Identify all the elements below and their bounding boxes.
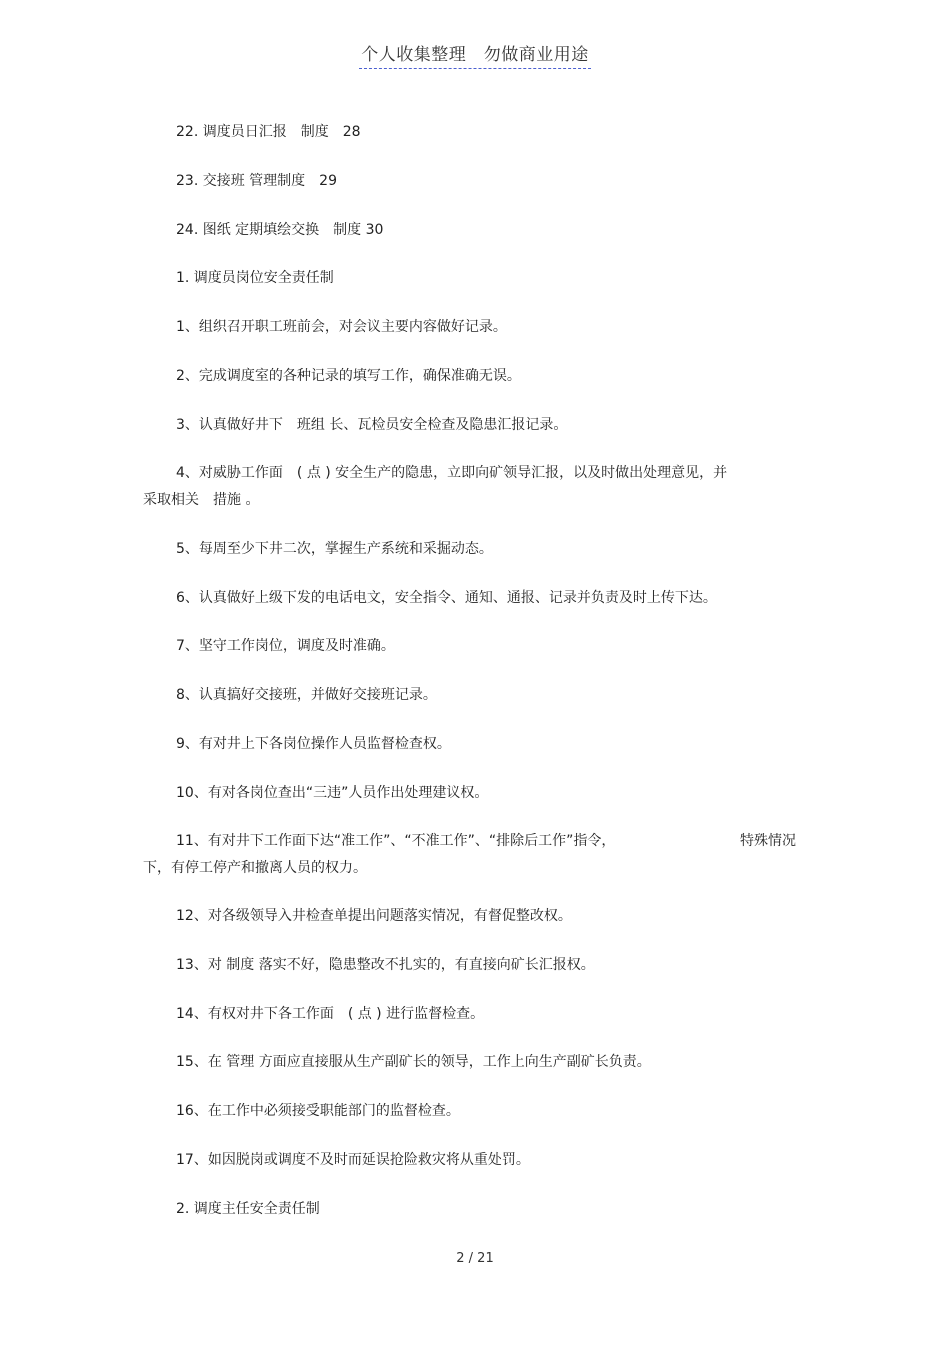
paragraph-2: 2、完成调度室的各种记录的填写工作，确保准确无误。 bbox=[176, 368, 521, 384]
paragraph-14: 14、有权对井下各工作面 ( 点 ) 进行监督检查。 bbox=[176, 1006, 485, 1022]
paragraph-15: 15、在 管理 方面应直接服从生产副矿长的领导，工作上向生产副矿长负责。 bbox=[176, 1054, 651, 1070]
page-number: 2 / 21 bbox=[456, 1251, 494, 1266]
paragraph-11-tail: 特殊情况 bbox=[740, 833, 796, 849]
paragraph-4: 4、对威胁工作面 ( 点 ) 安全生产的隐患，立即向矿领导汇报，以及时做出处理意见，并 bbox=[176, 465, 728, 481]
paragraph-7: 7、坚守工作岗位，调度及时准确。 bbox=[176, 638, 395, 654]
toc-item-23: 23. 交接班 管理制度 29 bbox=[176, 173, 337, 189]
paragraph-16: 16、在工作中必须接受职能部门的监督检查。 bbox=[176, 1103, 460, 1119]
paragraph-13: 13、对 制度 落实不好，隐患整改不扎实的，有直接向矿长汇报权。 bbox=[176, 957, 595, 973]
paragraph-11: 11、有对井下工作面下达“准工作”、“不准工作”、“排除后工作”指令， bbox=[176, 833, 616, 849]
page-header bbox=[0, 40, 950, 65]
paragraph-4-continuation: 采取相关 措施 。 bbox=[143, 492, 260, 508]
toc-item-24: 24. 图纸 定期填绘交换 制度 30 bbox=[176, 222, 384, 238]
paragraph-11-continuation: 下，有停工停产和撤离人员的权力。 bbox=[143, 860, 367, 876]
paragraph-6: 6、认真做好上级下发的电话电文，安全指令、通知、通报、记录并负责及时上传下达。 bbox=[176, 590, 717, 606]
header-title: 个人收集整理 勿做商业用途 bbox=[359, 45, 591, 69]
toc-item-22: 22. 调度员日汇报 制度 28 bbox=[176, 124, 361, 140]
paragraph-9: 9、有对井上下各岗位操作人员监督检查权。 bbox=[176, 736, 451, 752]
paragraph-12: 12、对各级领导入井检查单提出问题落实情况，有督促整改权。 bbox=[176, 908, 572, 924]
section-heading-2: 2. 调度主任安全责任制 bbox=[176, 1201, 320, 1217]
paragraph-17: 17、如因脱岗或调度不及时而延误抢险救灾将从重处罚。 bbox=[176, 1152, 530, 1168]
section-heading-1: 1. 调度员岗位安全责任制 bbox=[176, 270, 334, 286]
paragraph-5: 5、每周至少下井二次，掌握生产系统和采掘动态。 bbox=[176, 541, 493, 557]
paragraph-3: 3、认真做好井下 班组 长、瓦检员安全检查及隐患汇报记录。 bbox=[176, 417, 568, 433]
paragraph-1: 1、组织召开职工班前会，对会议主要内容做好记录。 bbox=[176, 319, 507, 335]
paragraph-8: 8、认真搞好交接班，并做好交接班记录。 bbox=[176, 687, 437, 703]
paragraph-10: 10、有对各岗位查出“三违”人员作出处理建议权。 bbox=[176, 785, 489, 801]
